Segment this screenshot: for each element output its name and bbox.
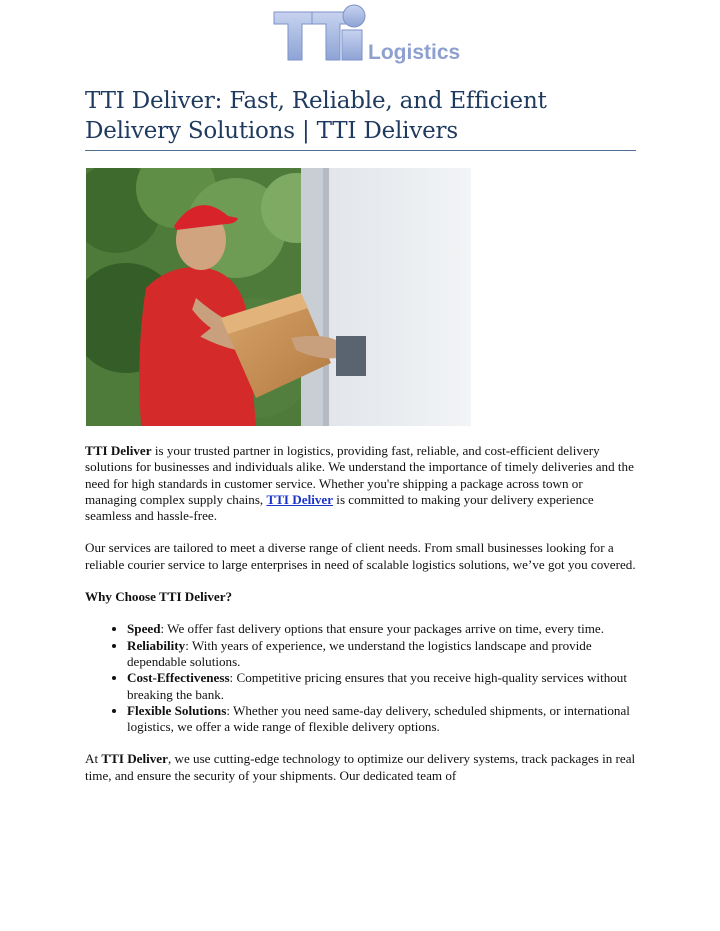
- delivery-photo: [86, 168, 471, 426]
- technology-paragraph: At TTI Deliver, we use cutting-edge technology to optimize our delivery systems, track packages in real time, and ensure the security of your shipments. Our dedicated team of: [85, 751, 636, 783]
- page-title: TTI Deliver: Fast, Reliable, and Efficient Delivery Solutions | TTI Delivers: [85, 88, 547, 144]
- list-item: • Cost-Effectiveness: Competitive pricing ensures that you receive high-quality services without breaking the bank.: [127, 670, 637, 703]
- title-divider: [85, 150, 636, 151]
- tti-logistics-logo: [272, 4, 472, 66]
- services-paragraph: Our services are tailored to meet a diverse range of client needs. From small businesses looking for a reliable courier service to large enterprises in need of scalable logistics solutions, we’ve got you covered.: [85, 540, 636, 572]
- tti-deliver-link[interactable]: TTI Deliver: [266, 491, 334, 507]
- reasons-list: [85, 621, 637, 735]
- why-heading: Why Choose TTI Deliver?: [85, 589, 233, 605]
- list-item: • Flexible Solutions: Whether you need same-day delivery, scheduled shipments, or international logistics, we offer a wide range of flexible delivery options.: [127, 703, 637, 736]
- list-item: • Reliability: With years of experience, we understand the logistics landscape and provide dependable solutions.: [127, 638, 637, 671]
- logo-wordmark: Logistics: [368, 41, 461, 64]
- intro-paragraph: TTI Deliver is your trusted partner in logistics, providing fast, reliable, and cost-efficient delivery solutions for businesses and individuals alike. We understand the importance of timely deliveries and the need for high standards in customer service. Whether you're shipping a package across town or managing complex supply chains, TTI Deliver is committed to making your delivery experience seamless and hassle-free.: [85, 443, 634, 524]
- article-body: [85, 443, 637, 800]
- list-item: • Speed: We offer fast delivery options that ensure your packages arrive on time, every time.: [127, 621, 637, 637]
- brand-name: TTI Deliver: [85, 443, 152, 458]
